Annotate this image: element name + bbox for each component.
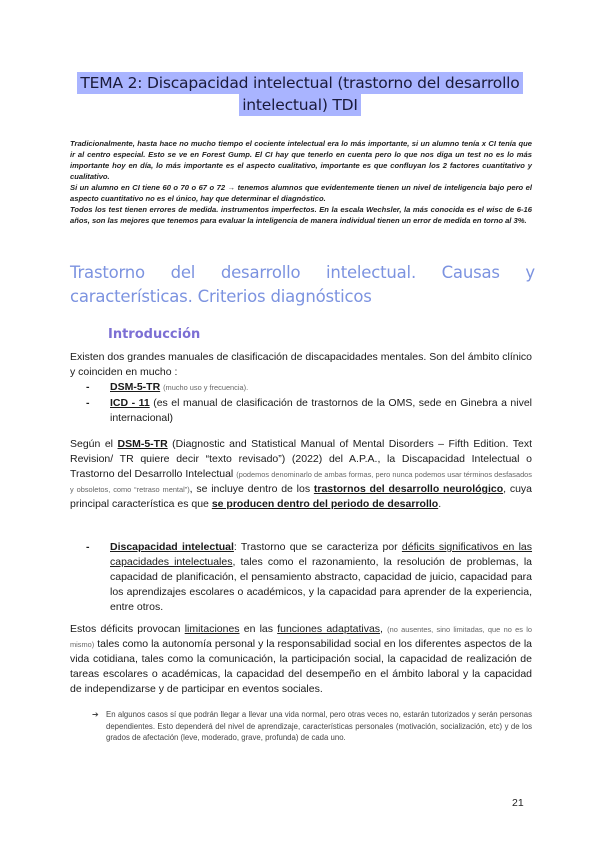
intro-note-paragraph-3: Todos los test tienen errores de medida. instrumentos imperfectos. En la escala Wechsler, la más conocida es el wisc de 6-16 años, son las mejores que tenemos para evaluar la inteligencia de manera individual tienen un error de medida en torno al 3%. <box>70 205 532 225</box>
subsection-title: Introducción <box>108 327 201 342</box>
intro-note-paragraph-2: Si un alumno en CI tiene 60 o 70 o 67 o 72 → tenemos alumnos que evidentemente tienen un nivel de inteligencia bajo pero el aspecto cuantitativo no es el único, hay que determinar el diagnóstico. <box>70 183 532 203</box>
definition-list <box>86 540 532 615</box>
paragraph-adaptive <box>70 622 532 697</box>
term-period: se producen dentro del periodo de desarrollo <box>211 498 439 510</box>
text-run: , cuya principal característica es que <box>70 483 532 510</box>
intro-note-paragraph-1: Tradicionalmente, hasta hace no mucho tiempo el cociente intelectual era lo más importante, si un alumno tenía x CI tenía que ir al centro especial. Esto se ve en Forest Gump. El CI hay que tenerlo en cuenta pero lo que nos diga un test no es lo más importante hoy en día, lo más importante es el aspecto cualitativo, importante es que confluyan los 2 factores cuantitativo y cualitativo. <box>70 139 532 181</box>
paragraph-dsm <box>70 437 532 512</box>
title-line-2: intelectual) TDI <box>239 94 361 116</box>
list-dash: - <box>86 381 90 393</box>
arrow-icon: ➔ <box>92 710 99 719</box>
text-run: , se incluye dentro de los <box>189 483 314 495</box>
list-item-text: (es el manual de clasificación de trastornos de la OMS, sede en Ginebra a nivel internacional) <box>110 397 532 424</box>
page-number: 21 <box>512 797 524 809</box>
text-run: , tales como el razonamiento, la resolución de problemas, la capacidad de planificación, el pensamiento abstracto, capacidad de juicio, capacidad para los aprendizajes escolares o académicos, y la capacidad para aprender de la experiencia, entre otros. <box>110 556 532 613</box>
term-limitations: limitaciones <box>184 623 240 635</box>
term-dsm: DSM-5-TR <box>117 438 168 450</box>
list-item <box>86 380 532 395</box>
term-deficits: déficits significativos en las capacidades intelectuales <box>110 541 533 568</box>
title-line-1: TEMA 2: Discapacidad intelectual (trastorno del desarrollo <box>77 72 522 94</box>
text-run: . <box>438 498 442 510</box>
text-run: , <box>380 623 388 635</box>
list-dash: - <box>86 397 90 409</box>
text-run: en las <box>239 623 278 635</box>
aside-note: (no ausentes, sino limitadas, que no es lo mismo) <box>70 625 532 649</box>
document-title <box>60 72 540 116</box>
list-item-text: (mucho uso y frecuencia). <box>163 383 249 392</box>
list-item <box>86 396 532 426</box>
text-run: Estos déficits provocan <box>70 623 185 635</box>
term-neuro: trastornos del desarrollo neurológico <box>313 483 504 495</box>
text-run: (Diagnostic and Statistical Manual of Mental Disorders – Fifth Edition. Text Revision/ TR quiere decir “texto revisado”) (2022) del A.P.A., la Discapacidad Intelectual o Trastorno del Desarrollo Intelectual <box>70 438 532 480</box>
list-item <box>86 540 532 615</box>
term-intellectual-disability: Discapacidad intelectual <box>110 541 234 553</box>
section-title: Trastorno del desarrollo intelectual. Causas y características. Criterios diagnósticos <box>70 263 535 306</box>
intro-note <box>70 138 532 226</box>
term-adaptive-functions: funciones adaptativas <box>277 623 381 635</box>
note-text: En algunos casos sí que podrán llegar a llevar una vida normal, pero otras veces no, estarán tutorizados y serán personas dependientes. Esto dependerá del nivel de aprendizaje, características personales (motivación, socialización, etc) y de los grados de afectación (leve, moderado, grave, profunda) de cada uno. <box>106 710 532 742</box>
text-run: : Trastorno que se caracteriza por <box>233 541 402 553</box>
paragraph-manuals: Existen dos grandes manuales de clasificación de discapacidades mentales. Son del ámbito clínico y coinciden en mucho : <box>70 351 532 378</box>
arrow-note <box>92 709 532 744</box>
list-item-term: DSM-5-TR <box>110 381 161 393</box>
list-item-term: ICD - 11 <box>110 397 150 409</box>
text-run: Según el <box>70 438 118 450</box>
text-run: tales como la autonomía personal y la responsabilidad social en los diferentes aspectos de la vida cotidiana, tales como la comunicación, la participación social, la capacidad de realización de tareas escolares o académicas, la capacidad del desempeño en el ámbito laboral y la capacidad de independizarse y de participar en eventos sociales. <box>70 638 532 695</box>
aside-note: (podemos denominarlo de ambas formas, pero nunca podemos usar términos desfasados y obsoletos, como “retraso mental”) <box>70 470 532 494</box>
manuals-list <box>86 380 532 426</box>
list-dash: - <box>86 541 90 553</box>
